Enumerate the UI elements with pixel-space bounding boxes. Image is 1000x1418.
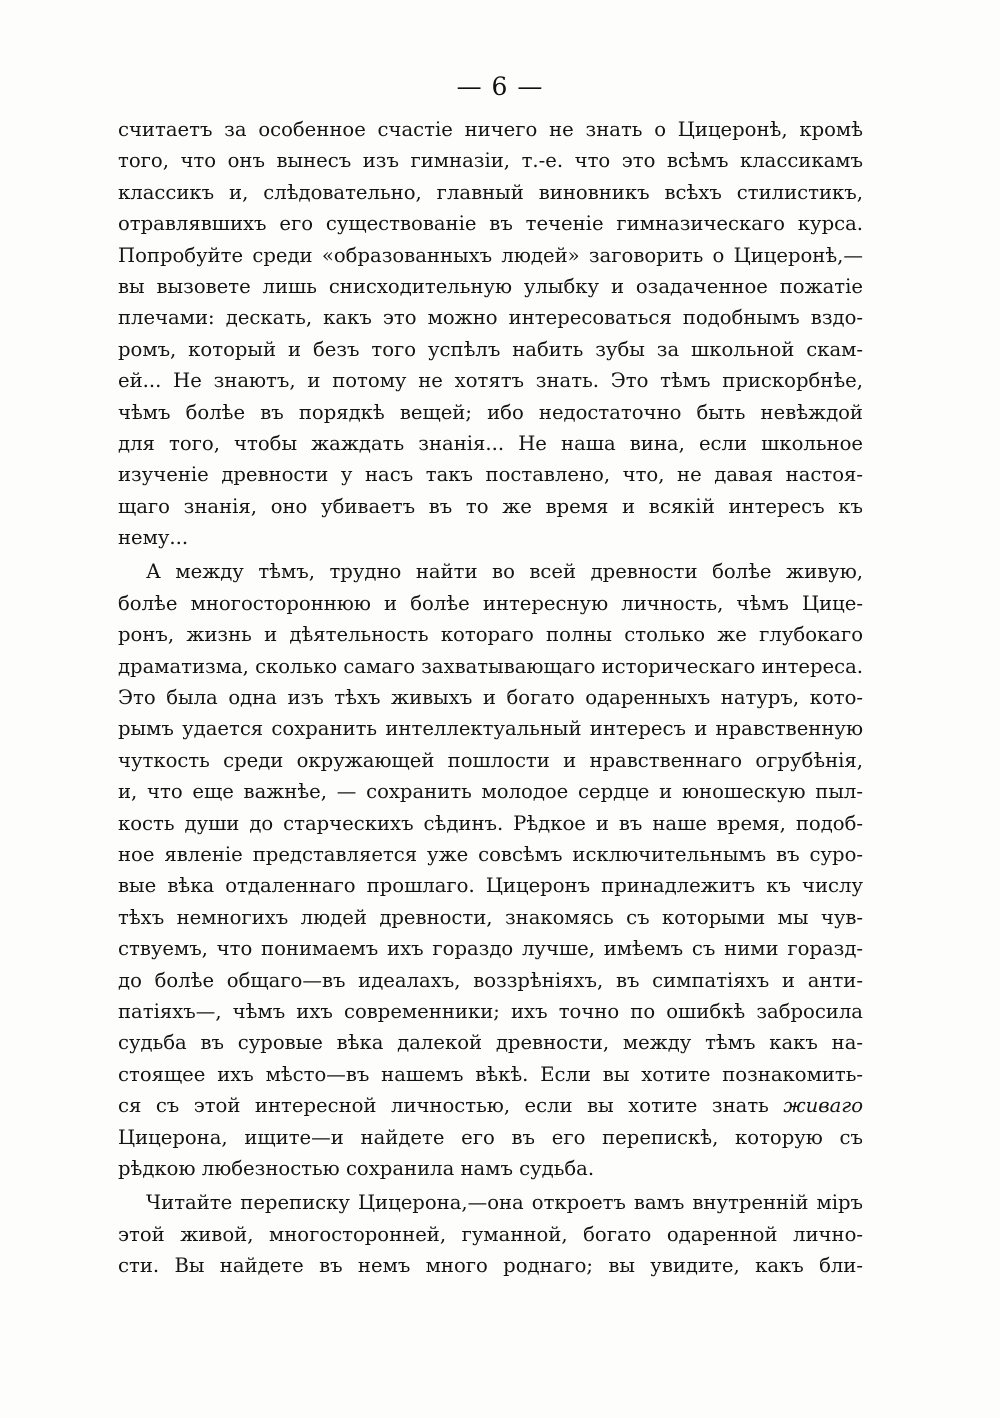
text-line: ствуемъ, что понимаемъ ихъ гораздо лучше, имѣемъ съ ними горазд- — [118, 937, 863, 961]
text-line: и, что еще важнѣе, — сохранить молодое сердце и юношескую пыл- — [118, 780, 863, 804]
text-line: для того, чтобы жаждать знанія... Не наша вина, если школьное — [118, 431, 863, 455]
text-line: вы вызовете лишь снисходительную улыбку и озадаченное пожатіе — [118, 274, 863, 298]
text-line: ронъ, жизнь и дѣятельность котораго полны столько же глубокаго — [118, 623, 863, 647]
italic-word: живаго — [783, 1094, 863, 1118]
text-line-with-italic — [118, 1090, 863, 1121]
text-line: сти. Вы найдете въ немъ много роднаго; вы увидите, какъ бли- — [118, 1254, 863, 1278]
text-line: чуткость среди окружающей пошлости и нравственнаго огрубѣнія, — [118, 748, 863, 772]
page-number: — 6 — — [456, 72, 544, 101]
text-line: ромъ, который и безъ того успѣлъ набить зубы за школьной скам- — [118, 337, 863, 361]
text-line: нему... — [118, 526, 189, 550]
text-line: болѣе многостороннюю и болѣе интересную личность, чѣмъ Цице- — [118, 591, 863, 615]
text-line: плечами: дескать, какъ это можно интересоваться подобнымъ вздо- — [118, 306, 863, 330]
text-line: Читайте переписку Цицерона,—она откроетъ вамъ внутренній міръ — [146, 1191, 863, 1215]
text-line: рымъ удается сохранить интеллектуальный интересъ и нравственную — [118, 717, 863, 741]
text-line: стоящее ихъ мѣсто—въ нашемъ вѣкѣ. Если вы хотите познакомить- — [118, 1062, 863, 1086]
text-segment: ся съ этой интересной личностью, если вы хотите знать — [118, 1094, 784, 1118]
text-line: изученіе древности у насъ такъ поставлено, что, не давая настоя- — [118, 463, 863, 487]
text-line: патіяхъ—, чѣмъ ихъ современники; ихъ точно по ошибкѣ забросила — [118, 999, 863, 1023]
text-line: отравлявшихъ его существованіе въ теченіе гимназическаго курса. — [118, 212, 863, 236]
text-line: до болѣе общаго—въ идеалахъ, воззрѣніяхъ, въ симпатіяхъ и анти- — [118, 968, 863, 992]
text-line: Попробуйте среди «образованныхъ людей» заговорить о Цицеронѣ,— — [118, 243, 863, 267]
text-line: А между тѣмъ, трудно найти во всей древности болѣе живую, — [146, 560, 863, 584]
text-line: тѣхъ немногихъ людей древности, знакомясь съ которыми мы чув- — [118, 905, 863, 929]
text-line: этой живой, многосторонней, гуманной, богато одаренной лично- — [118, 1222, 863, 1246]
text-line: считаетъ за особенное счастіе ничего не знать о Цицеронѣ, кромѣ — [118, 118, 863, 141]
text-line: чѣмъ болѣе въ порядкѣ вещей; ибо недостаточно быть невѣждой — [118, 400, 863, 424]
text-line: того, что онъ вынесъ изъ гимназіи, т.-е. что это всѣмъ классикамъ — [118, 149, 863, 173]
text-line: щаго знанія, оно убиваетъ въ то же время и всякій интересъ къ — [118, 494, 863, 518]
text-line: кость души до старческихъ сѣдинъ. Рѣдкое и въ наше время, подоб- — [118, 811, 863, 835]
text-line: драматизма, сколько самаго захватывающаго историческаго интереса. — [118, 654, 863, 678]
body-text — [118, 114, 863, 1281]
text-line: вые вѣка отдаленнаго прошлаго. Цицеронъ принадлежитъ къ числу — [118, 874, 863, 898]
text-line: ей... Не знаютъ, и потому не хотятъ знать. Это тѣмъ прискорбнѣе, — [118, 369, 863, 393]
text-line: ное явленіе представляется уже совсѣмъ исключительнымъ въ суро- — [118, 842, 863, 866]
text-line: Это была одна изъ тѣхъ живыхъ и богато одаренныхъ натуръ, кото- — [118, 686, 863, 710]
text-line: рѣдкою любезностью сохранила намъ судьба. — [118, 1156, 595, 1180]
text-line: Цицерона, ищите—и найдете его въ его перепискѣ, которую съ — [118, 1125, 863, 1149]
text-line: классикъ и, слѣдовательно, главный виновникъ всѣхъ стилистикъ, — [118, 180, 863, 204]
text-line: судьба въ суровые вѣка далекой древности, между тѣмъ какъ на- — [118, 1031, 863, 1055]
